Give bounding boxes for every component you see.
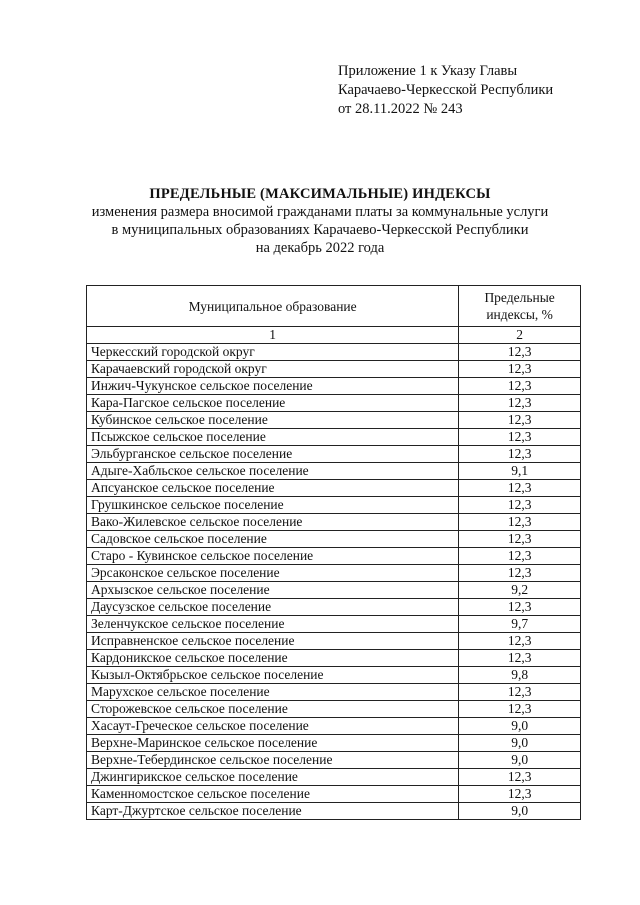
- table-row: [87, 599, 581, 616]
- table-row: [87, 616, 581, 633]
- municipality-name: Грушкинское сельское поселение: [87, 497, 459, 514]
- index-value: 12,3: [459, 701, 581, 718]
- table-row: [87, 480, 581, 497]
- table-row: [87, 684, 581, 701]
- title-sub-2: в муниципальных образованиях Карачаево-Черкесской Республики: [111, 222, 529, 238]
- municipality-name: Исправненское сельское поселение: [87, 633, 459, 650]
- municipality-name: Верхне-Маринское сельское поселение: [87, 735, 459, 752]
- municipality-name: Кубинское сельское поселение: [87, 412, 459, 429]
- index-value: 9,0: [459, 803, 581, 820]
- index-value: 9,1: [459, 463, 581, 480]
- municipality-name: Кардоникское сельское поселение: [87, 650, 459, 667]
- index-value: 12,3: [459, 378, 581, 395]
- municipality-name: Карт-Джуртское сельское поселение: [87, 803, 459, 820]
- municipality-name: Черкесский городской округ: [87, 344, 459, 361]
- appendix-note: [338, 62, 553, 119]
- municipality-name: Эльбурганское сельское поселение: [87, 446, 459, 463]
- table-body: [87, 344, 581, 820]
- table-row: [87, 735, 581, 752]
- header-municipality: Муниципальное образование: [87, 286, 459, 327]
- index-value: 12,3: [459, 548, 581, 565]
- table-row: [87, 378, 581, 395]
- municipality-name: Каменномостское сельское поселение: [87, 786, 459, 803]
- appendix-line-1: Приложение 1 к Указу Главы: [338, 63, 518, 79]
- table-row: [87, 803, 581, 820]
- municipality-name: Кара-Пагское сельское поселение: [87, 395, 459, 412]
- index-value: 12,3: [459, 650, 581, 667]
- municipality-name: Хасаут-Греческое сельское поселение: [87, 718, 459, 735]
- indices-table: [86, 285, 581, 820]
- table-row: [87, 667, 581, 684]
- table-row: [87, 514, 581, 531]
- table-row: [87, 395, 581, 412]
- index-value: 9,0: [459, 735, 581, 752]
- index-value: 12,3: [459, 480, 581, 497]
- municipality-name: Инжич-Чукунское сельское поселение: [87, 378, 459, 395]
- municipality-name: Верхне-Тебердинское сельское поселение: [87, 752, 459, 769]
- index-value: 12,3: [459, 769, 581, 786]
- municipality-name: Джингирикское сельское поселение: [87, 769, 459, 786]
- municipality-name: Архызское сельское поселение: [87, 582, 459, 599]
- municipality-name: Кызыл-Октябрьское сельское поселение: [87, 667, 459, 684]
- index-value: 12,3: [459, 684, 581, 701]
- municipality-name: Старо - Кувинское сельское поселение: [87, 548, 459, 565]
- title-sub-3: на декабрь 2022 года: [255, 240, 385, 256]
- index-value: 12,3: [459, 497, 581, 514]
- table-row: [87, 497, 581, 514]
- index-value: 12,3: [459, 446, 581, 463]
- municipality-name: Даусузское сельское поселение: [87, 599, 459, 616]
- index-value: 9,0: [459, 752, 581, 769]
- index-value: 9,0: [459, 718, 581, 735]
- table-row: [87, 531, 581, 548]
- appendix-line-2: Карачаево-Черкесской Республики: [338, 82, 554, 98]
- index-value: 12,3: [459, 599, 581, 616]
- title-sub-1: изменения размера вносимой гражданами платы за коммунальные услуги: [91, 204, 549, 220]
- header-index: [459, 286, 581, 327]
- header-index-line-1: Предельные: [484, 290, 555, 305]
- table-row: [87, 582, 581, 599]
- table-row: [87, 769, 581, 786]
- table-row: [87, 701, 581, 718]
- index-value: 12,3: [459, 412, 581, 429]
- index-value: 9,8: [459, 667, 581, 684]
- municipality-name: Карачаевский городской округ: [87, 361, 459, 378]
- table-row: [87, 633, 581, 650]
- municipality-name: Вако-Жилевское сельское поселение: [87, 514, 459, 531]
- index-value: 12,3: [459, 344, 581, 361]
- table-row: [87, 752, 581, 769]
- municipality-name: Марухское сельское поселение: [87, 684, 459, 701]
- header-index-line-2: индексы, %: [486, 307, 553, 322]
- index-value: 9,7: [459, 616, 581, 633]
- table-row: [87, 718, 581, 735]
- table-row: [87, 412, 581, 429]
- table-row: [87, 565, 581, 582]
- municipality-name: Сторожевское сельское поселение: [87, 701, 459, 718]
- table-row: [87, 786, 581, 803]
- municipality-name: Адыге-Хабльское сельское поселение: [87, 463, 459, 480]
- index-value: 12,3: [459, 531, 581, 548]
- index-value: 12,3: [459, 565, 581, 582]
- municipality-name: Эрсаконское сельское поселение: [87, 565, 459, 582]
- municipality-name: Зеленчукское сельское поселение: [87, 616, 459, 633]
- municipality-name: Псыжское сельское поселение: [87, 429, 459, 446]
- table-row: [87, 446, 581, 463]
- index-value: 12,3: [459, 786, 581, 803]
- municipality-name: Апсуанское сельское поселение: [87, 480, 459, 497]
- column-number-2: 2: [459, 327, 581, 344]
- appendix-line-3: от 28.11.2022 № 243: [338, 101, 463, 117]
- table-row: [87, 344, 581, 361]
- table-number-row: [87, 327, 581, 344]
- index-value: 12,3: [459, 633, 581, 650]
- municipality-name: Садовское сельское поселение: [87, 531, 459, 548]
- table-row: [87, 429, 581, 446]
- index-value: 12,3: [459, 429, 581, 446]
- title-main: ПРЕДЕЛЬНЫЕ (МАКСИМАЛЬНЫЕ) ИНДЕКСЫ: [149, 186, 491, 202]
- column-number-1: 1: [87, 327, 459, 344]
- table-row: [87, 361, 581, 378]
- index-value: 9,2: [459, 582, 581, 599]
- index-value: 12,3: [459, 361, 581, 378]
- table-header-row: [87, 286, 581, 327]
- document-title: [0, 185, 640, 257]
- table-row: [87, 650, 581, 667]
- index-value: 12,3: [459, 514, 581, 531]
- table-row: [87, 463, 581, 480]
- index-value: 12,3: [459, 395, 581, 412]
- table-row: [87, 548, 581, 565]
